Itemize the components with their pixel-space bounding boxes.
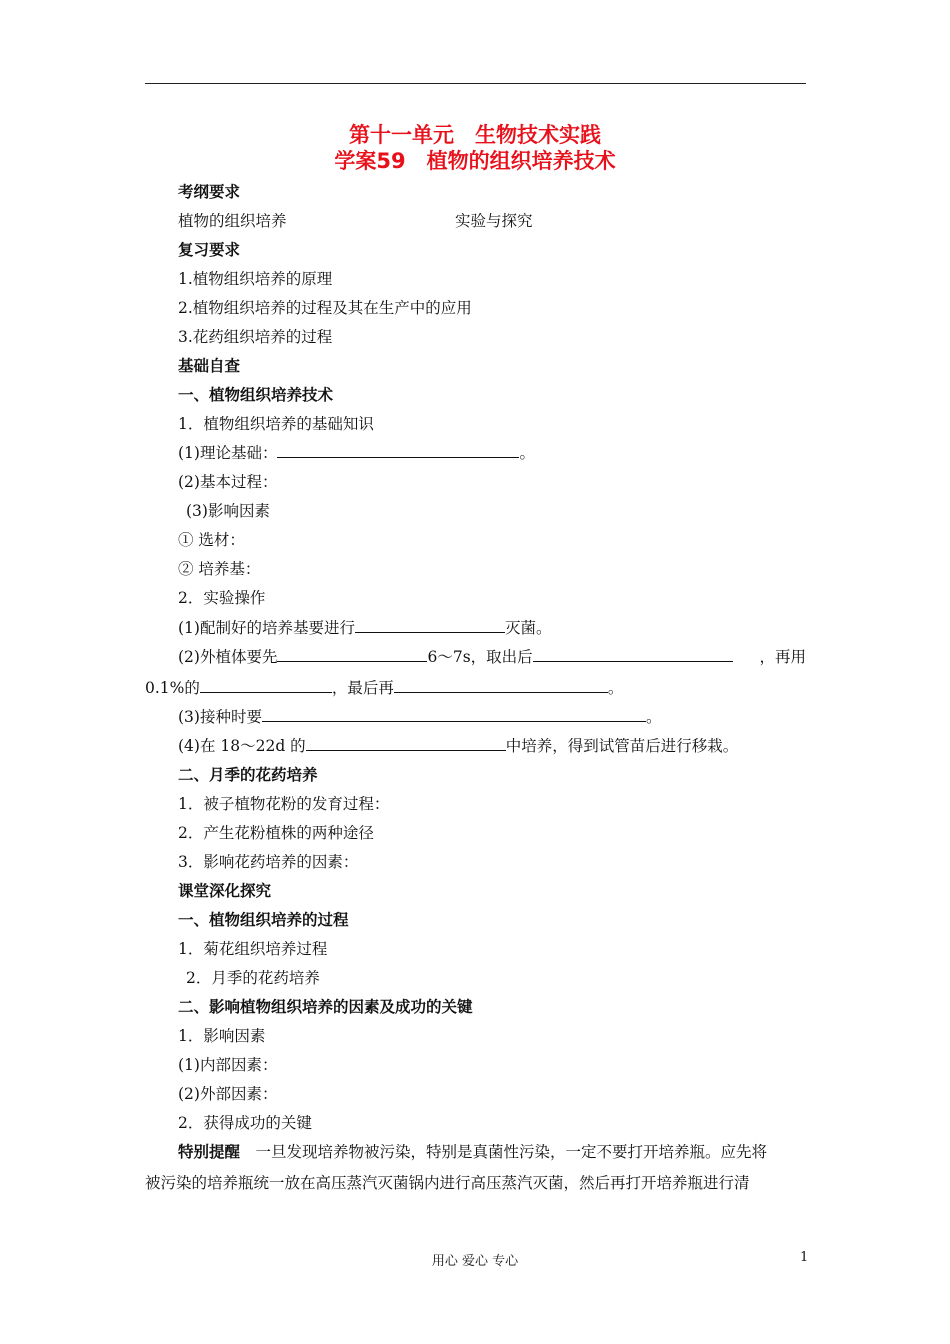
footer-motto: 用心 爱心 专心 bbox=[431, 1254, 519, 1269]
p1-2-4b: 中培养，得到试管苗后进行移栽。 bbox=[505, 737, 739, 755]
page-number: 1 bbox=[800, 1250, 809, 1265]
p1-2-1a: (1)配制好的培养基要进行 bbox=[178, 619, 355, 637]
tip-text-1: 一旦发现培养物被污染，特别是真菌性污染，一定不要打开培养瓶。应先将 bbox=[240, 1143, 768, 1161]
p1-1-3b: ② 培养基： bbox=[178, 560, 261, 578]
p1-1-1 bbox=[178, 442, 535, 464]
heading-ketang: 课堂深化探究 bbox=[178, 882, 272, 900]
heading-fuxi: 复习要求 bbox=[178, 241, 241, 259]
p1-2-2c: ，再用 bbox=[759, 648, 806, 666]
blank-line bbox=[262, 706, 646, 722]
tip-line-1 bbox=[178, 1141, 806, 1163]
p1-1-1-end: 。 bbox=[519, 444, 535, 462]
p1-2-3a: (3)接种时要 bbox=[178, 708, 262, 726]
p1-1-2: (2)基本过程： bbox=[178, 473, 278, 491]
fuxi-item-1: 1.植物组织培养的原理 bbox=[178, 270, 333, 288]
p1-2-2e: ，最后再 bbox=[331, 679, 394, 697]
tip-line-2: 被污染的培养瓶统一放在高压蒸汽灭菌锅内进行高压蒸汽灭菌，然后再打开培养瓶进行清 bbox=[145, 1174, 750, 1192]
k2-1-2: (2)外部因素： bbox=[178, 1085, 278, 1103]
p1-2-4a: (4)在 18～22d 的 bbox=[178, 737, 306, 755]
fuxi-item-2: 2.植物组织培养的过程及其在生产中的应用 bbox=[178, 299, 472, 317]
p2-2: 2．产生花粉植株的两种途径 bbox=[178, 824, 374, 842]
p2-1: 1．被子植物花粉的发育过程： bbox=[178, 795, 390, 813]
p1-2-2 bbox=[178, 646, 806, 668]
p1-2-3b: 。 bbox=[645, 708, 662, 726]
blank-line bbox=[277, 442, 519, 458]
k1-title: 一、植物组织培养的过程 bbox=[178, 911, 349, 929]
p1-2-2d: 0.1%的 bbox=[145, 679, 200, 697]
k1-2: 2．月季的花药培养 bbox=[186, 969, 320, 987]
p1-2-2f: 。 bbox=[607, 679, 624, 697]
p1-2-1 bbox=[178, 617, 551, 639]
blank-line bbox=[306, 735, 506, 751]
heading-kaogang: 考纲要求 bbox=[178, 183, 241, 201]
kaogang-left: 植物的组织培养 bbox=[178, 212, 287, 230]
header-rule bbox=[145, 83, 806, 84]
p1-2-2-cont bbox=[145, 677, 623, 699]
blank-line bbox=[277, 646, 427, 662]
p1-1-3: (3)影响因素 bbox=[186, 502, 270, 520]
heading-jichu: 基础自查 bbox=[178, 357, 241, 375]
k2-2: 2．获得成功的关键 bbox=[178, 1114, 312, 1132]
part1-title: 一、植物组织培养技术 bbox=[178, 386, 334, 404]
k2-title: 二、影响植物组织培养的因素及成功的关键 bbox=[178, 998, 473, 1016]
k2-1: 1．影响因素 bbox=[178, 1027, 266, 1045]
p2-3: 3．影响花药培养的因素： bbox=[178, 853, 359, 871]
k1-1: 1．菊花组织培养过程 bbox=[178, 940, 328, 958]
k2-1-1: (1)内部因素： bbox=[178, 1056, 278, 1074]
p1-2-3 bbox=[178, 706, 661, 728]
blank-line bbox=[394, 677, 608, 693]
p1-2-2a: (2)外植体要先 bbox=[178, 648, 278, 666]
p1-2-4 bbox=[178, 735, 738, 757]
kaogang-right: 实验与探究 bbox=[455, 212, 533, 230]
p1-1: 1．植物组织培养的基础知识 bbox=[178, 415, 374, 433]
p1-2-2b: 6～7s，取出后 bbox=[427, 648, 533, 666]
lesson-title: 学案59 植物的组织培养技术 bbox=[334, 149, 616, 173]
p1-2-1b: 灭菌。 bbox=[504, 619, 552, 637]
blank-line bbox=[533, 646, 733, 662]
fuxi-item-3: 3.花药组织培养的过程 bbox=[178, 328, 333, 346]
tip-label: 特别提醒 bbox=[178, 1143, 241, 1161]
p1-2: 2．实验操作 bbox=[178, 589, 266, 607]
unit-title: 第十一单元 生物技术实践 bbox=[349, 123, 601, 147]
p1-1-1-text: (1)理论基础： bbox=[178, 444, 278, 462]
blank-line bbox=[200, 677, 332, 693]
blank-line bbox=[355, 617, 505, 633]
part2-title: 二、月季的花药培养 bbox=[178, 766, 318, 784]
p1-1-3a: ① 选材： bbox=[178, 531, 245, 549]
